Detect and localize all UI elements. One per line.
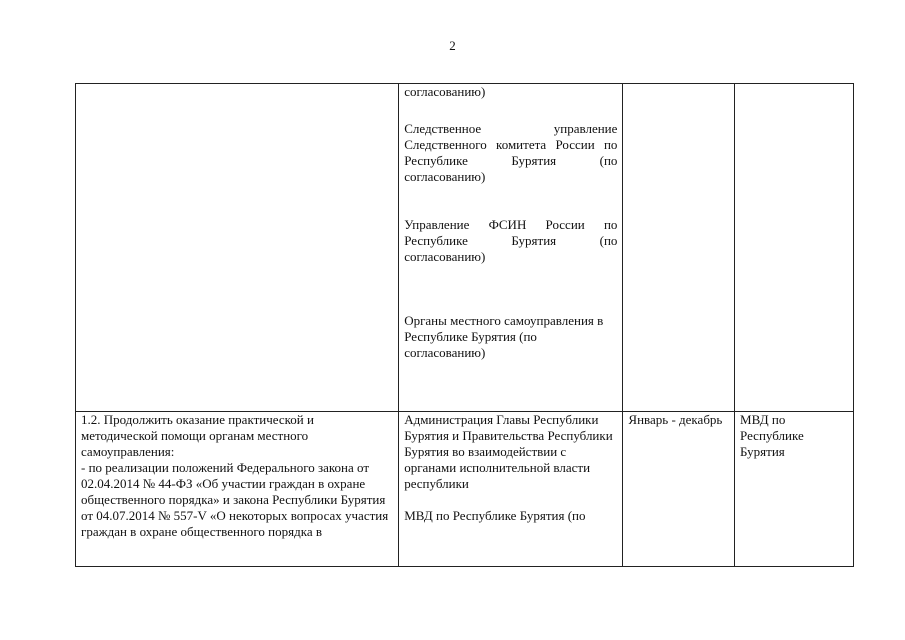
executor-mvd: МВД по Республике Бурятия (по	[404, 508, 586, 523]
table-cell-responsible	[735, 412, 854, 567]
table-cell-deadline	[623, 84, 735, 412]
table-cell-measure	[76, 84, 399, 412]
table-cell-executors	[399, 412, 623, 567]
executor-local-government: Органы местного самоуправления в Республике Бурятия (по согласованию)	[404, 313, 604, 360]
table-row	[76, 412, 854, 567]
table-cell-measure	[76, 412, 399, 567]
page-number: 2	[449, 38, 456, 53]
executor-administration: Администрация Главы Республики Бурятия и Правительства Республики Бурятия во взаимодействии с органами исполнительной власти республики	[404, 412, 613, 491]
table-cell-executors	[399, 84, 623, 412]
executor-fsin: Управление ФСИН России по Республике Бурятия (по согласованию)	[404, 217, 618, 264]
measure-text: 1.2. Продолжить оказание практической и методической помощи органам местного самоуправления: - по реализации положений Федерального закона от 02.04.2014 № 44-ФЗ «Об участии граждан в охране общественного порядка» и закона Республики Бурятия от 04.07.2014 № 557-V «О некоторых вопросах участия граждан в охране общественного порядка в	[81, 412, 389, 539]
executor-continuation: согласованию)	[404, 84, 486, 99]
executor-investigative-committee: Следственное управление Следственного комитета России по Республике Бурятия (по согласованию)	[404, 121, 618, 184]
plan-table	[75, 83, 854, 567]
deadline-text: Январь - декабрь	[628, 412, 723, 427]
responsible-text: МВД по Республике Бурятия	[740, 412, 804, 459]
table-row	[76, 84, 854, 412]
table-cell-responsible	[735, 84, 854, 412]
table-cell-deadline	[623, 412, 735, 567]
